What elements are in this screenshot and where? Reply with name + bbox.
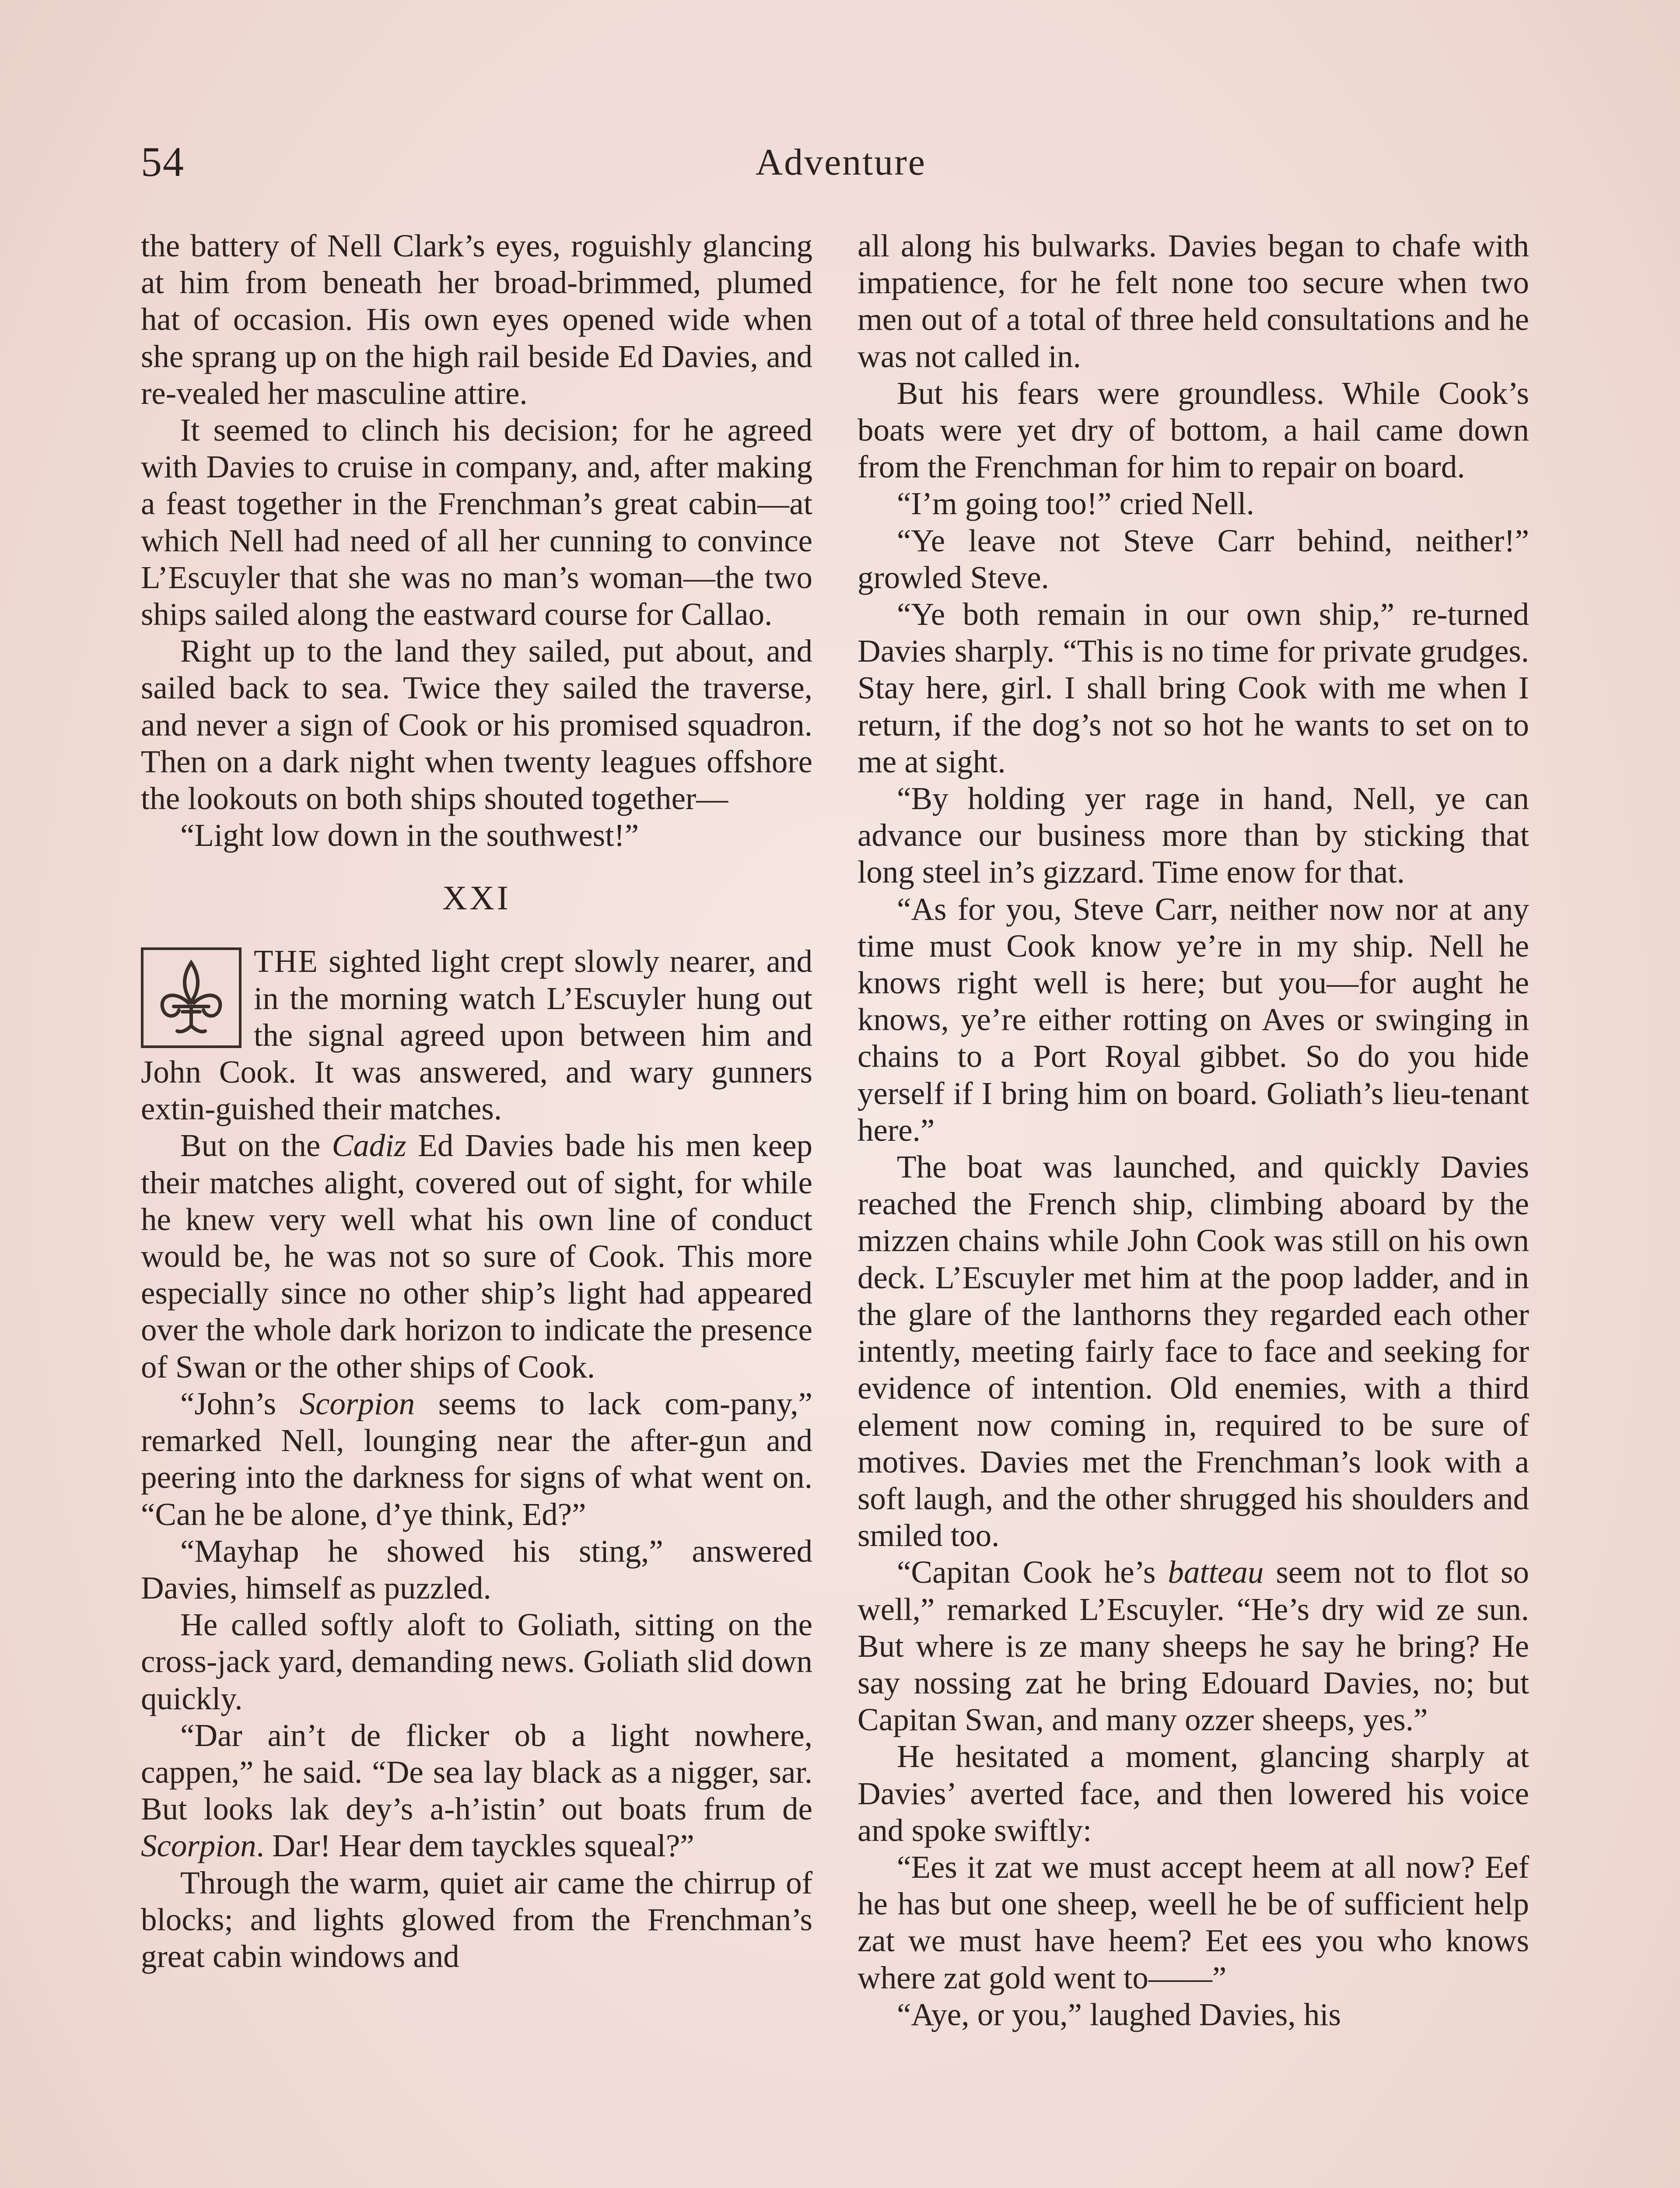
text-run: “Capitan Cook he’s [897,1554,1168,1590]
paragraph [141,1127,812,1385]
paragraph [141,1717,812,1865]
text-run: “John’s [180,1385,300,1421]
text-run: seems to lack com-pany,” remarked Nell, lounging near the after-gun and peering into the darkness for signs of what went on. “Can he be alone, d’ye think, Ed?” [141,1385,813,1532]
opening-word: THE [254,943,318,979]
text-run: But on the [180,1128,332,1164]
text-run: seem not to flot so well,” remarked L’Escuyler. “He’s dry wid ze sun. But where is ze many sheeps he say he bring? He say nossing zat he bring Edouard Davies, no; but Capitan Swan, and many ozzer sheeps, yes.” [858,1554,1529,1738]
paragraph-text: sighted light crept slowly nearer, and in the morning watch L’Escuyler hung out the signal agreed upon between him and John Cook. It was answered, and wary gunners extin-guished their matches. [141,943,812,1127]
left-column [141,228,812,1975]
paragraph: He called softly aloft to Goliath, sitting on the cross-jack yard, demanding news. Goliath slid down quickly. [141,1607,812,1716]
paragraph: The boat was launched, and quickly Davies reached the French ship, climbing aboard by the mizzen chains while John Cook was still on his own deck. L’Escuyler met him at the poop ladder, and in the glare of the lanthorns they regarded each other intently, meeting fairly face to face and seeking for evidence of intention. Old enemies, with a third element now coming in, required to be sure of motives. Davies met the Frenchman’s look with a soft laugh, and the other shrugged his shoulders and smiled too. [858,1149,1529,1553]
fleur-de-lis-icon [141,947,242,1048]
paragraph: “Aye, or you,” laughed Davies, his [897,1996,1341,2032]
paragraph: “As for you, Steve Carr, neither now nor at any time must Cook know ye’re in my ship. Nell he knows right well is here; but you—for aught he knows, ye’re either rotting on Aves or swinging in chains to a Port Royal gibbet. So do you hide yerself if I bring him on board. Goliath’s lieu-tenant here.” [858,891,1529,1148]
paragraph: Right up to the land they sailed, put about, and sailed back to sea. Twice they sailed the traverse, and never a sign of Cook or his promised squadron. Then on a dark night when twenty leagues offshore the lookouts on both ships shouted together— [141,633,812,817]
fleur-de-lis-graphic [147,954,235,1041]
paragraph: “Ye leave not Steve Carr behind, neither!” growled Steve. [858,522,1529,595]
paragraph: the battery of Nell Clark’s eyes, roguishly glancing at him from beneath her broad-brimmed, plumed hat of occasion. His own eyes opened wide when she sprang up on the high rail beside Ed Davies, and re-vealed her masculine attire. [141,228,812,411]
ship-name: Scorpion [299,1385,415,1421]
paragraph: Through the warm, quiet air came the chirrup of blocks; and lights glowed from the Frenchman’s great cabin windows and [141,1865,812,1974]
page-header [141,136,1541,188]
right-column [858,228,1529,2033]
paragraph [858,1554,1529,1738]
italic-word: batteau [1168,1554,1264,1590]
text-run: “Dar ain’t de flicker ob a light nowhere, cappen,” he said. “De sea lay black as a nigger, sar. But looks lak dey’s a-h’istin’ out boats frum de [141,1717,812,1827]
paragraph: all along his bulwarks. Davies began to chafe with impatience, for he felt none too secure when two men out of a total of three held consultations and he was not called in. [858,228,1529,374]
chapter-title: XXI [442,879,511,917]
paragraph: “Light low down in the southwest!” [180,817,639,853]
paragraph: “Ye both remain in our own ship,” re-turned Davies sharply. “This is no time for private grudges. Stay here, girl. I shall bring Cook with me when I return, if the dog’s not so hot he wants to set on to me at sight. [858,596,1529,779]
paragraph: “Ees it zat we must accept heem at all now? Eef he has but one sheep, weell he be of sufficient help zat we must have heem? Eet ees you who knows where zat gold went to——” [858,1849,1529,1995]
paragraph: “By holding yer rage in hand, Nell, ye can advance our business more than by sticking that long steel in’s gizzard. Time enow for that. [858,781,1529,890]
ship-name: Scorpion [141,1828,256,1864]
chapter-first-paragraph [141,943,812,1127]
ship-name: Cadiz [332,1128,406,1164]
paragraph: It seemed to clinch his decision; for he agreed with Davies to cruise in company, and, after making a feast together in the Frenchman’s great cabin—at which Nell had need of all her cunning to convince L’Escuyler that she was no man’s woman—the two ships sailed along the eastward course for Callao. [141,412,812,632]
paragraph: He hesitated a moment, glancing sharply at Davies’ averted face, and then lowered his voice and spoke swiftly: [858,1739,1529,1848]
chapter-opening [141,943,812,1127]
text-run: . Dar! Hear dem tayckles squeal?” [256,1828,694,1864]
paragraph: “I’m going too!” cried Nell. [897,486,1254,522]
paragraph: “Mayhap he showed his sting,” answered Davies, himself as puzzled. [141,1533,812,1606]
text-run: Ed Davies bade his men keep their matches alight, covered out of sight, for while he knew very well what his own line of conduct would be, he was not so sure of Cook. This more especially since no other ship’s light had appeared over the whole dark horizon to indicate the presence of Swan or the other ships of Cook. [141,1128,812,1385]
running-head: Adventure [756,141,926,183]
page-number: 54 [141,138,185,185]
paragraph [141,1385,812,1533]
paragraph: But his fears were groundless. While Cook’s boats were yet dry of bottom, a hail came down from the Frenchman for him to repair on board. [858,375,1529,485]
